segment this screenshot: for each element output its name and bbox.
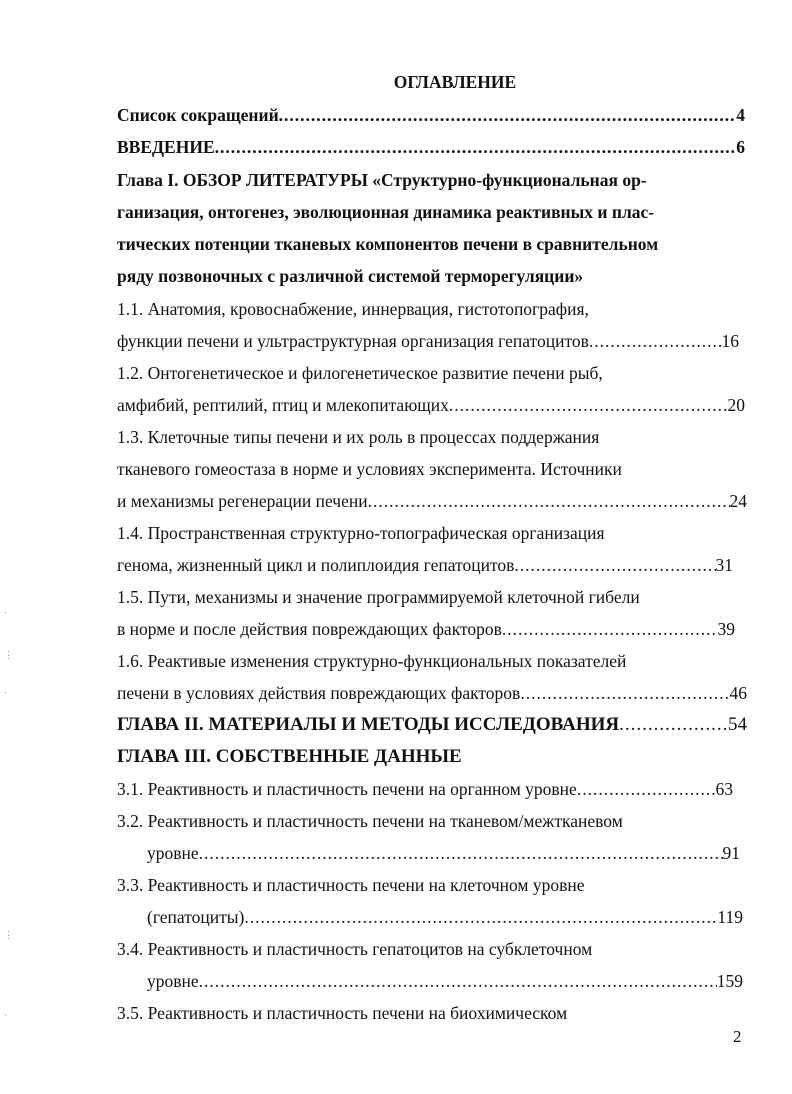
toc-page-number: 20: [727, 395, 745, 415]
toc-page-number: 63: [715, 779, 733, 799]
leader-dots: [199, 842, 723, 864]
toc-entry-3-4[interactable]: 3.4. Реактивность и пластичность гепатоцитов на субклеточном: [117, 939, 593, 959]
toc-entry-title: генома, жизненный цикл и полиплоидия гепатоцитов: [117, 555, 515, 575]
toc-entry-3-2[interactable]: 3.2. Реактивность и пластичность печени на тканевом/межтканевом: [117, 811, 623, 831]
scan-artifact: ·: [4, 688, 7, 698]
toc-entry-chapter2[interactable]: [117, 714, 747, 736]
toc-entry-title: Список сокращений: [117, 105, 279, 125]
toc-page-number: 91: [722, 843, 740, 863]
leader-dots: [279, 104, 737, 126]
toc-page-number: 54: [728, 714, 747, 735]
toc-entry-title: функции печени и ультраструктурная организация гепатоцитов: [117, 331, 589, 351]
toc-entry-3-3-last[interactable]: [147, 906, 743, 928]
leader-dots: [368, 490, 730, 512]
scan-artifact: ·: [4, 1010, 7, 1020]
leader-dots: [244, 906, 717, 928]
toc-entry-title: ГЛАВА II. МАТЕРИАЛЫ И МЕТОДЫ ИССЛЕДОВАНИЯ: [117, 714, 620, 735]
leader-dots: [589, 330, 722, 352]
toc-page-number: 4: [736, 105, 745, 125]
scan-artifact: ⋮: [4, 650, 13, 660]
leader-dots: [199, 970, 717, 992]
toc-page-number: 24: [729, 491, 747, 511]
toc-page-number: 119: [717, 907, 743, 927]
toc-entry-1-1[interactable]: 1.1. Анатомия, кровоснабжение, иннервация, гистотопография,: [117, 299, 589, 319]
toc-entry-title: ВВЕДЕНИЕ: [117, 137, 215, 157]
toc-entry-abbreviations[interactable]: [117, 104, 745, 126]
toc-page-number: 31: [715, 555, 733, 575]
toc-entry-1-5-last[interactable]: [117, 618, 735, 640]
leader-dots: [577, 778, 716, 800]
toc-entry-3-5[interactable]: 3.5. Реактивность и пластичность печени на биохимическом: [117, 1003, 568, 1023]
scan-artifact: ·: [4, 608, 7, 618]
toc-entry-1-5[interactable]: 1.5. Пути, механизмы и значение программируемой клеточной гибели: [117, 587, 640, 607]
leader-dots: [215, 136, 737, 158]
toc-entry-1-6[interactable]: 1.6. Реактивые изменения структурно-функциональных показателей: [117, 651, 627, 671]
toc-entry-title: уровне: [147, 843, 199, 863]
leader-dots: [502, 618, 718, 640]
page-number: 2: [733, 1027, 742, 1046]
page-title: ОГЛАВЛЕНИЕ: [393, 72, 517, 92]
toc-entry-3-1[interactable]: [117, 778, 733, 800]
toc-entry-chapter3[interactable]: ГЛАВА III. СОБСТВЕННЫЕ ДАННЫЕ: [117, 746, 462, 767]
toc-entry-1-3[interactable]: 1.3. Клеточные типы печени и их роль в процессах поддержания: [117, 427, 600, 447]
toc-entry-1-2[interactable]: 1.2. Онтогенетическое и филогенетическое развитие печени рыб,: [117, 363, 603, 383]
toc-entry-introduction[interactable]: [117, 136, 745, 158]
toc-entry-title: (гепатоциты): [147, 907, 245, 927]
toc-page-number: 16: [721, 331, 739, 351]
toc-chapter1-line1[interactable]: Глава I. ОБЗОР ЛИТЕРАТУРЫ «Структурно-функциональная ор-: [117, 170, 647, 190]
toc-entry-title: в норме и после действия повреждающих факторов: [117, 619, 502, 639]
toc-entry-1-4-last[interactable]: [117, 554, 733, 576]
toc-chapter1-line3[interactable]: тических потенции тканевых компонентов печени в сравнительном: [117, 234, 659, 254]
toc-entry-1-3-last[interactable]: [117, 490, 747, 512]
toc-chapter1-line2[interactable]: ганизация, онтогенез, эволюционная динамика реактивных и плас-: [117, 202, 655, 222]
toc-entry-3-3[interactable]: 3.3. Реактивность и пластичность печени на клеточном уровне: [117, 875, 585, 895]
toc-entry-title: амфибий, рептилий, птиц и млекопитающих: [117, 395, 449, 415]
toc-entry-3-2-last[interactable]: [147, 842, 740, 864]
toc-page-number: 46: [729, 683, 747, 703]
toc-entry-1-3-line2[interactable]: тканевого гомеостаза в норме и условиях эксперимента. Источники: [117, 459, 622, 479]
leader-dots: [449, 394, 728, 416]
toc-entry-title: уровне: [147, 971, 199, 991]
toc-entry-title: печени в условиях действия повреждающих факторов: [117, 683, 521, 703]
toc-page-number: 39: [717, 619, 735, 639]
toc-entry-title: 3.1. Реактивность и пластичность печени на органном уровне: [117, 779, 577, 799]
toc-entry-1-6-last[interactable]: [117, 682, 747, 704]
toc-entry-3-4-last[interactable]: [147, 970, 743, 992]
toc-chapter1-line4[interactable]: ряду позвоночных с различной системой терморегуляции»: [117, 266, 584, 286]
leader-dots: [520, 682, 729, 704]
toc-page-number: 6: [736, 137, 745, 157]
leader-dots: [514, 554, 715, 576]
toc-entry-1-1-last[interactable]: [117, 330, 739, 352]
scan-artifact: ⋮: [4, 930, 13, 940]
leader-dots: [619, 714, 728, 736]
toc-page-number: 159: [716, 971, 743, 991]
toc-entry-title: и механизмы регенерации печени: [117, 491, 368, 511]
toc-entry-1-4[interactable]: 1.4. Пространственная структурно-топографическая организация: [117, 523, 605, 543]
toc-entry-1-2-last[interactable]: [117, 394, 745, 416]
